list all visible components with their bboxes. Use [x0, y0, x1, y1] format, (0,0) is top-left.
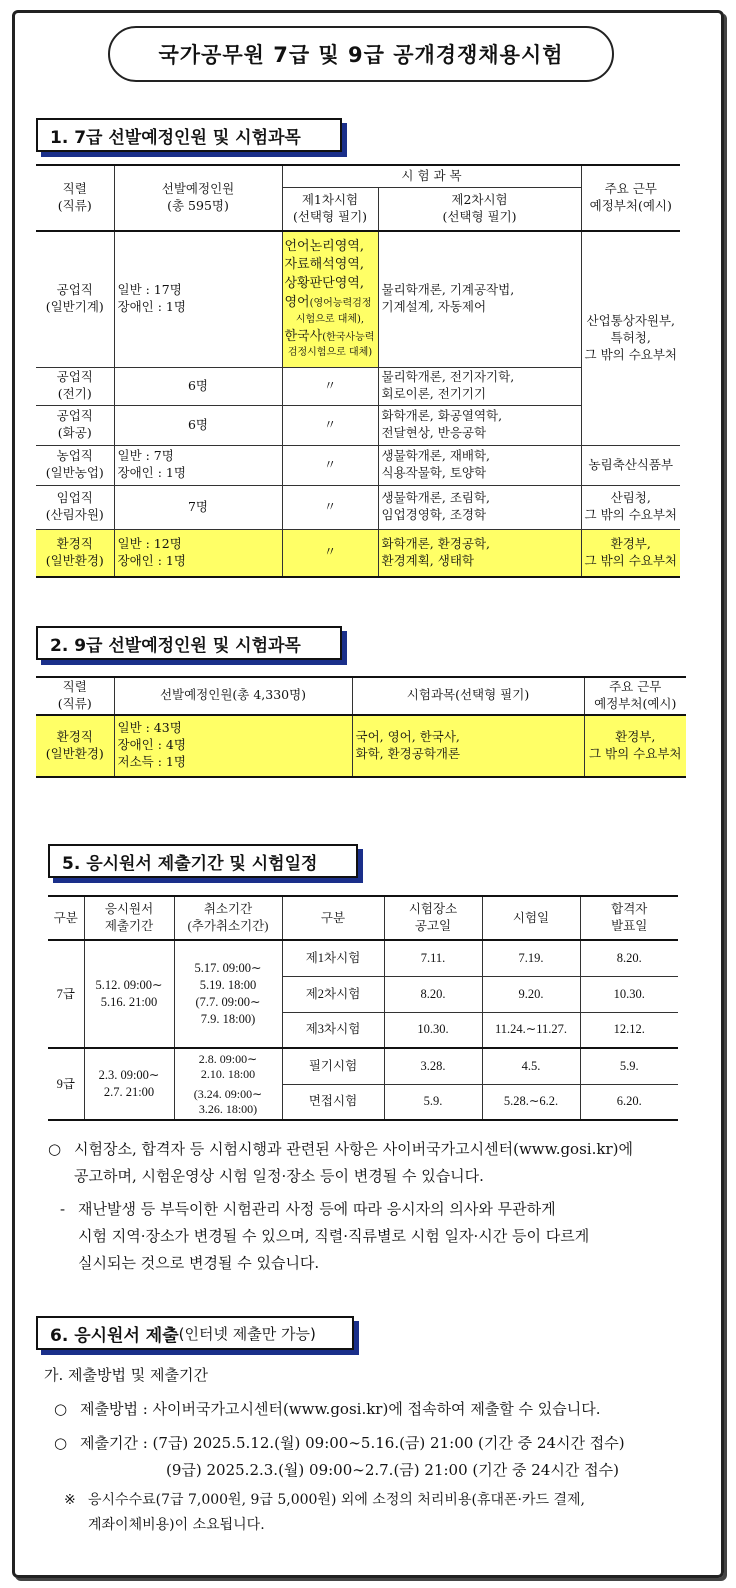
- header-subjects: 시험과목(선택형 필기): [352, 677, 584, 715]
- ditto-mark: 〃: [282, 405, 378, 445]
- dept-cell: 산림청, 그 밖의 수요부처: [581, 485, 680, 529]
- header-second-exam: 제2차시험 (선택형 필기): [378, 187, 581, 231]
- header-job: 직렬 (직류): [36, 165, 114, 231]
- count-cell: 일반 : 17명 장애인 : 1명: [114, 231, 282, 367]
- header-exam-date: 시험일: [482, 896, 580, 940]
- section-5-heading: 5. 응시원서 제출기간 및 시험일정: [48, 844, 358, 878]
- stage-cell: 면접시험: [282, 1084, 384, 1120]
- job-cell: 공업직 (전기): [36, 367, 114, 405]
- job-cell: 공업직 (일반기계): [36, 231, 114, 367]
- page-title: 국가공무원 7급 및 9급 공개경쟁채용시험: [108, 26, 614, 82]
- header-result-date: 합격자 발표일: [580, 896, 678, 940]
- header-dept: 주요 근무 예정부처(예시): [584, 677, 686, 715]
- exam-date-cell: 11.24.∼11.27.: [482, 1012, 580, 1048]
- schedule-note-2: - 재난발생 등 부득이한 시험관리 사정 등에 따라 응시자의 의사와 무관하게 시험 지역·장소가 변경될 수 있으며, 직렬·직류별로 시험 일자·시간 등이 다르게 실시되는 것으로 변경될 수 있습니다.: [60, 1200, 590, 1272]
- header-count: 선발예정인원(총 4,330명): [114, 677, 352, 715]
- header-job: 직렬 (직류): [36, 677, 114, 715]
- result-date-cell: 8.20.: [580, 940, 678, 976]
- cancel-period-cell: 2.8. 09:00∼ 2.10. 18:00: [174, 1048, 282, 1084]
- count-cell: 7명: [114, 485, 282, 529]
- stage-cell: 제2차시험: [282, 976, 384, 1012]
- section-1-heading: 1. 7급 선발예정인원 및 시험과목: [36, 118, 342, 152]
- count-cell: 일반 : 12명 장애인 : 1명: [114, 529, 282, 577]
- second-exam-subjects: 물리학개론, 전기자기학, 회로이론, 전기기기: [378, 367, 581, 405]
- venue-cell: 3.28.: [384, 1048, 482, 1084]
- second-exam-subjects: 화학개론, 화공열역학, 전달현상, 반응공학: [378, 405, 581, 445]
- header-grade: 구분: [48, 896, 84, 940]
- dept-cell: 농림축산식품부: [581, 445, 680, 485]
- fee-note: ※ 응시수수료(7급 7,000원, 9급 5,000원) 외에 소정의 처리비용(휴대폰·카드 결제, 계좌이체비용)이 소요됩니다.: [64, 1492, 585, 1533]
- header-subjects: 시 험 과 목: [282, 165, 581, 187]
- result-date-cell: 12.12.: [580, 1012, 678, 1048]
- stage-cell: 필기시험: [282, 1048, 384, 1084]
- job-cell: 공업직 (화공): [36, 405, 114, 445]
- section-2-heading: 2. 9급 선발예정인원 및 시험과목: [36, 626, 342, 660]
- venue-cell: 8.20.: [384, 976, 482, 1012]
- count-cell: 6명: [114, 367, 282, 405]
- table-9th-grade: [36, 676, 686, 778]
- header-dept: 주요 근무 예정부처(예시): [581, 165, 680, 231]
- header-count: 선발예정인원 (총 595명): [114, 165, 282, 231]
- dept-cell: 환경부, 그 밖의 수요부처: [581, 529, 680, 577]
- extra-cancel-period-cell: (3.24. 09:00∼ 3.26. 18:00): [174, 1084, 282, 1120]
- grade-cell: 9급: [48, 1048, 84, 1120]
- exam-date-cell: 7.19.: [482, 940, 580, 976]
- submission-period: ○ 제출기간 : (7급) 2025.5.12.(월) 09:00∼5.16.(금) 21:00 (기간 중 24시간 접수) (9급) 2025.2.3.(월) 09:00∼2.7.(금) 21:00 (기간 중 24시간 접수): [54, 1434, 625, 1479]
- apply-period-cell: 2.3. 09:00∼ 2.7. 21:00: [84, 1048, 174, 1120]
- header-stage: 구분: [282, 896, 384, 940]
- count-cell: 6명: [114, 405, 282, 445]
- result-date-cell: 10.30.: [580, 976, 678, 1012]
- first-exam-subjects: 언어논리영역, 자료해석영역, 상황판단영역, 영어(영어능력검정 시험으로 대체), 한국사(한국사능력 검정시험으로 대체): [282, 231, 378, 367]
- subjects-cell: 국어, 영어, 한국사, 화학, 환경공학개론: [352, 715, 584, 777]
- second-exam-subjects: 물리학개론, 기계공작법, 기계설계, 자동제어: [378, 231, 581, 367]
- second-exam-subjects: 생물학개론, 조림학, 임업경영학, 조경학: [378, 485, 581, 529]
- exam-date-cell: 4.5.: [482, 1048, 580, 1084]
- stage-cell: 제3차시험: [282, 1012, 384, 1048]
- job-cell: 환경직 (일반환경): [36, 715, 114, 777]
- job-cell: 환경직 (일반환경): [36, 529, 114, 577]
- submission-subheading: 가. 제출방법 및 제출기간: [44, 1366, 208, 1384]
- venue-cell: 10.30.: [384, 1012, 482, 1048]
- second-exam-subjects: 화학개론, 환경공학, 환경계획, 생태학: [378, 529, 581, 577]
- result-date-cell: 5.9.: [580, 1048, 678, 1084]
- header-venue-notice: 시험장소 공고일: [384, 896, 482, 940]
- job-cell: 농업직 (일반농업): [36, 445, 114, 485]
- table-7th-grade: [36, 164, 680, 578]
- count-cell: 일반 : 7명 장애인 : 1명: [114, 445, 282, 485]
- grade-cell: 7급: [48, 940, 84, 1048]
- ditto-mark: 〃: [282, 485, 378, 529]
- exam-date-cell: 9.20.: [482, 976, 580, 1012]
- header-cancel-period: 취소기간 (추가취소기간): [174, 896, 282, 940]
- result-date-cell: 6.20.: [580, 1084, 678, 1120]
- job-cell: 임업직 (산림자원): [36, 485, 114, 529]
- header-first-exam: 제1차시험 (선택형 필기): [282, 187, 378, 231]
- dept-cell: 환경부, 그 밖의 수요부처: [584, 715, 686, 777]
- stage-cell: 제1차시험: [282, 940, 384, 976]
- dept-cell: 산업통상자원부, 특허청, 그 밖의 수요부처: [581, 231, 680, 445]
- section-6-heading: 6. 응시원서 제출 (인터넷 제출만 가능): [36, 1316, 354, 1350]
- ditto-mark: 〃: [282, 367, 378, 405]
- exam-date-cell: 5.28.∼6.2.: [482, 1084, 580, 1120]
- table-schedule: [48, 895, 678, 1121]
- ditto-mark: 〃: [282, 529, 378, 577]
- count-cell: 일반 : 43명 장애인 : 4명 저소득 : 1명: [114, 715, 352, 777]
- venue-cell: 5.9.: [384, 1084, 482, 1120]
- schedule-note-1: ○ 시험장소, 합격자 등 시험시행과 관련된 사항은 사이버국가고시센터(www.gosi.kr)에 공고하며, 시험운영상 시험 일정·장소 등이 변경될 수 있습니다.: [48, 1140, 633, 1185]
- apply-period-cell: 5.12. 09:00∼ 5.16. 21:00: [84, 940, 174, 1048]
- venue-cell: 7.11.: [384, 940, 482, 976]
- second-exam-subjects: 생물학개론, 재배학, 식용작물학, 토양학: [378, 445, 581, 485]
- ditto-mark: 〃: [282, 445, 378, 485]
- submission-method: ○ 제출방법 : 사이버국가고시센터(www.gosi.kr)에 접속하여 제출할 수 있습니다.: [54, 1400, 601, 1418]
- cancel-period-cell: 5.17. 09:00∼ 5.19. 18:00 (7.7. 09:00∼ 7.9. 18:00): [174, 940, 282, 1048]
- header-apply-period: 응시원서 제출기간: [84, 896, 174, 940]
